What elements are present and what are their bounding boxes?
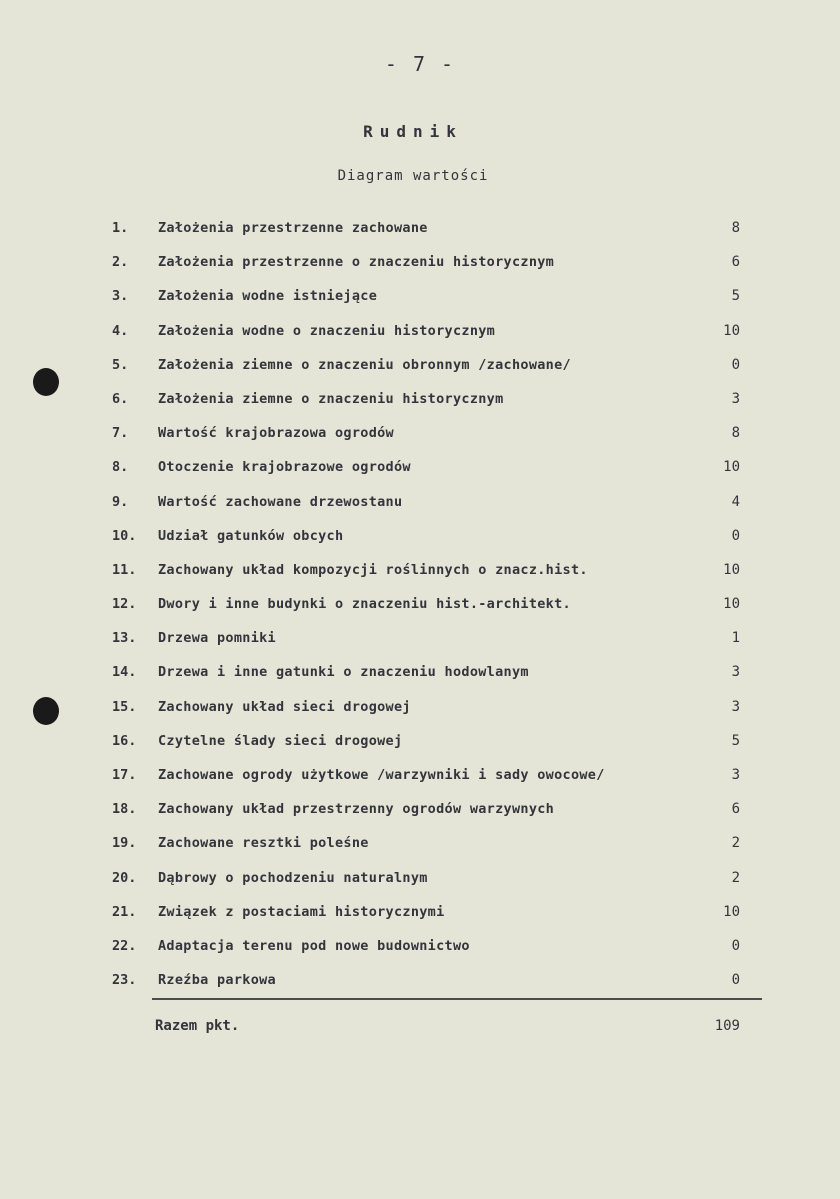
item-number: 14. xyxy=(112,664,137,681)
item-label: Udział gatunków obcych xyxy=(158,527,344,544)
list-item xyxy=(100,560,740,594)
list-item xyxy=(100,252,740,286)
item-label: Zachowany układ kompozycji roślinnych o znacz.hist. xyxy=(158,561,588,578)
item-score: 8 xyxy=(731,425,740,442)
total-label: Razem pkt. xyxy=(155,1018,240,1034)
item-label: Czytelne ślady sieci drogowej xyxy=(158,732,403,749)
item-number: 13. xyxy=(112,630,137,647)
item-score: 5 xyxy=(731,288,740,305)
item-label: Założenia wodne istniejące xyxy=(158,288,378,305)
item-label: Drzewa pomniki xyxy=(158,630,276,647)
item-number: 19. xyxy=(112,835,137,852)
list-item xyxy=(100,628,740,662)
item-label: Otoczenie krajobrazowe ogrodów xyxy=(158,459,411,476)
item-label: Adaptacja terenu pod nowe budownictwo xyxy=(158,937,470,954)
item-label: Wartość zachowane drzewostanu xyxy=(158,493,403,510)
item-label: Związek z postaciami historycznymi xyxy=(158,903,445,920)
item-label: Zachowane resztki poleśne xyxy=(158,835,369,852)
value-list xyxy=(100,218,740,1004)
punch-hole xyxy=(33,368,59,396)
item-number: 1. xyxy=(112,220,129,236)
item-number: 12. xyxy=(112,596,137,613)
item-label: Założenia przestrzenne zachowane xyxy=(158,220,428,236)
item-score: 8 xyxy=(731,220,740,236)
item-number: 11. xyxy=(112,561,137,578)
item-number: 6. xyxy=(112,390,129,407)
item-number: 21. xyxy=(112,903,137,920)
list-item xyxy=(100,662,740,696)
item-number: 4. xyxy=(112,322,129,339)
list-item xyxy=(100,389,740,423)
list-item xyxy=(100,902,740,936)
item-score: 10 xyxy=(723,561,740,578)
item-label: Zachowany układ przestrzenny ogrodów warzywnych xyxy=(158,801,555,818)
list-item xyxy=(100,218,740,252)
list-item xyxy=(100,765,740,799)
list-item xyxy=(100,833,740,867)
item-label: Rzeźba parkowa xyxy=(158,972,276,989)
item-score: 2 xyxy=(731,835,740,852)
item-score: 3 xyxy=(731,664,740,681)
item-score: 1 xyxy=(731,630,740,647)
item-number: 17. xyxy=(112,767,137,783)
item-number: 22. xyxy=(112,937,137,954)
punch-hole xyxy=(33,697,59,725)
list-item xyxy=(100,492,740,526)
page-number: - 7 - xyxy=(384,52,456,76)
item-number: 18. xyxy=(112,801,137,818)
item-number: 2. xyxy=(112,254,129,271)
item-label: Założenia ziemne o znaczeniu obronnym /zachowane/ xyxy=(158,356,571,373)
list-item xyxy=(100,457,740,491)
item-number: 23. xyxy=(112,972,137,989)
item-score: 10 xyxy=(723,322,740,339)
item-score: 10 xyxy=(723,596,740,613)
item-score: 2 xyxy=(731,869,740,886)
item-score: 0 xyxy=(731,972,740,989)
item-number: 15. xyxy=(112,698,137,715)
document-title: Rudnik xyxy=(363,122,463,141)
item-score: 3 xyxy=(731,390,740,407)
item-score: 3 xyxy=(731,698,740,715)
item-label: Zachowany układ sieci drogowej xyxy=(158,698,411,715)
item-number: 3. xyxy=(112,288,129,305)
item-number: 10. xyxy=(112,527,137,544)
list-item xyxy=(100,868,740,902)
item-score: 0 xyxy=(731,937,740,954)
item-score: 0 xyxy=(731,356,740,373)
item-label: Wartość krajobrazowa ogrodów xyxy=(158,425,394,442)
item-score: 5 xyxy=(731,732,740,749)
item-score: 3 xyxy=(731,767,740,783)
item-number: 7. xyxy=(112,425,129,442)
total-value: 109 xyxy=(714,1018,740,1034)
list-item xyxy=(100,286,740,320)
item-label: Dwory i inne budynki o znaczeniu hist.-architekt. xyxy=(158,596,571,613)
list-item xyxy=(100,799,740,833)
item-score: 10 xyxy=(723,459,740,476)
list-item xyxy=(100,526,740,560)
sum-rule xyxy=(152,998,762,1000)
item-score: 10 xyxy=(723,903,740,920)
item-label: Zachowane ogrody użytkowe /warzywniki i sady owocowe/ xyxy=(158,767,605,783)
item-label: Dąbrowy o pochodzeniu naturalnym xyxy=(158,869,428,886)
item-number: 20. xyxy=(112,869,137,886)
item-number: 16. xyxy=(112,732,137,749)
item-label: Założenia przestrzenne o znaczeniu historycznym xyxy=(158,254,555,271)
list-item xyxy=(100,936,740,970)
list-item xyxy=(100,355,740,389)
item-label: Drzewa i inne gatunki o znaczeniu hodowlanym xyxy=(158,664,529,681)
item-score: 4 xyxy=(731,493,740,510)
item-number: 8. xyxy=(112,459,129,476)
item-label: Założenia wodne o znaczeniu historycznym xyxy=(158,322,496,339)
list-item xyxy=(100,594,740,628)
list-item xyxy=(100,697,740,731)
list-item xyxy=(100,423,740,457)
item-score: 0 xyxy=(731,527,740,544)
document-subtitle: Diagram wartości xyxy=(337,168,489,184)
item-label: Założenia ziemne o znaczeniu historycznym xyxy=(158,390,504,407)
list-item xyxy=(100,321,740,355)
item-score: 6 xyxy=(731,254,740,271)
item-number: 9. xyxy=(112,493,129,510)
item-number: 5. xyxy=(112,356,129,373)
item-score: 6 xyxy=(731,801,740,818)
list-item xyxy=(100,731,740,765)
